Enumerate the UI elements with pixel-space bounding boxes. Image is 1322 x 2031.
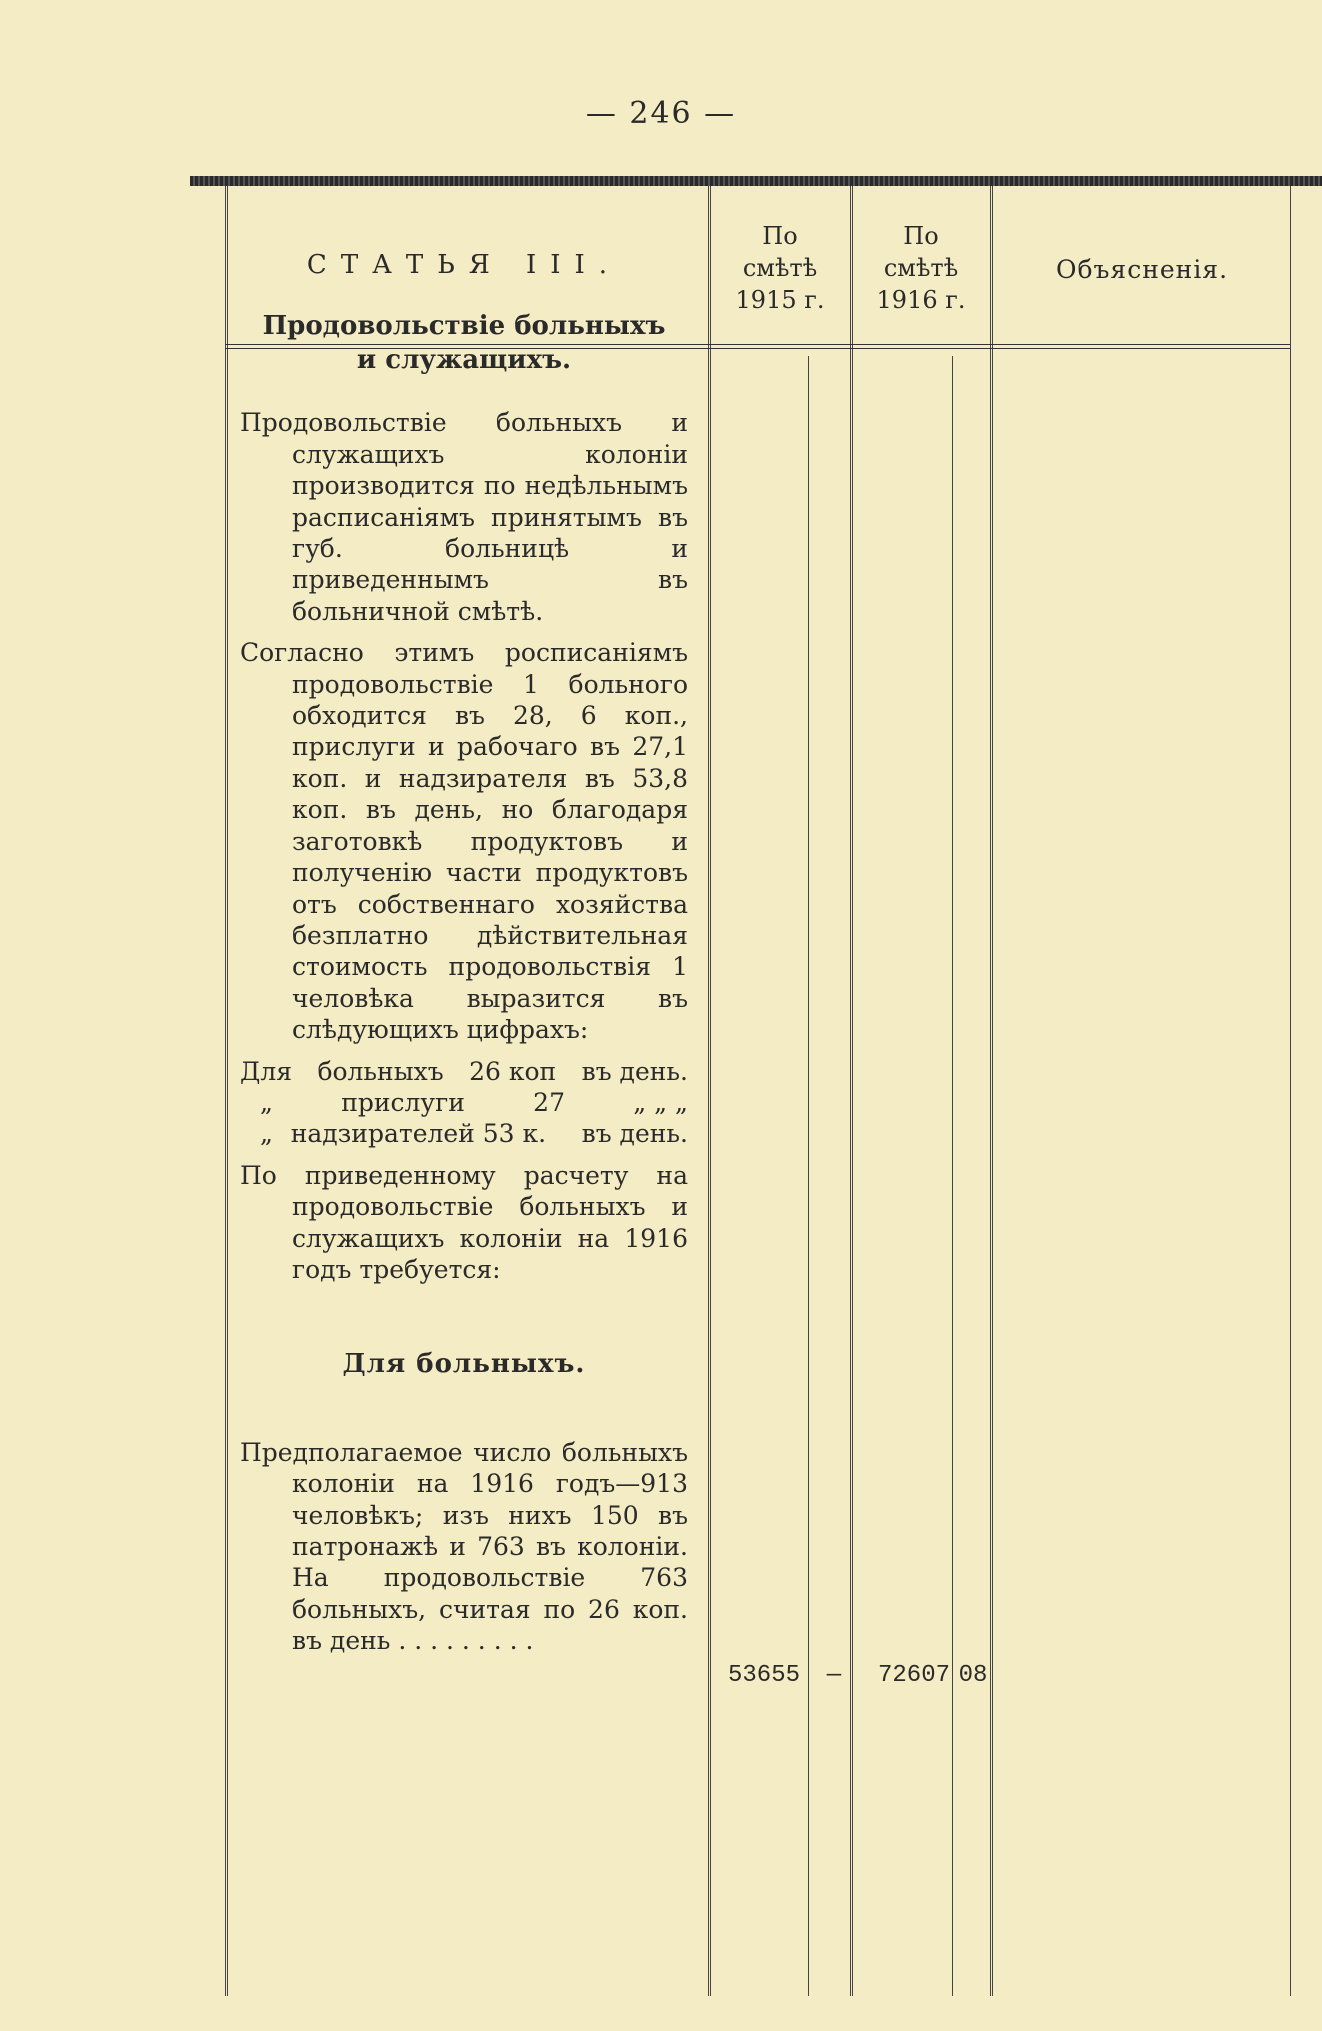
paragraph-4: Предполагаемое число больныхъ колоніи на 1916 годъ—913 человѣкъ; изъ нихъ 150 въ патронажѣ и 763 въ колоніи. На продовольствіе 763 больныхъ, считая по 26 коп. въ день . . . . . . . . .: [240, 1437, 688, 1656]
page-number: — 246 —: [585, 96, 737, 131]
rations-list: [240, 1056, 688, 1150]
ration-row: „ надзирателей 53 к. въ день.: [260, 1119, 688, 1149]
amount-1915-kop: —: [826, 1662, 842, 1689]
header-1915: По смѣтѣ 1915 г.: [735, 222, 825, 314]
article-heading: СТАТЬЯ III.: [306, 250, 622, 280]
header-explanations: Объясненія.: [1055, 255, 1229, 284]
column-divider-1915: [708, 186, 711, 1996]
column-divider-1916: [850, 186, 853, 1996]
top-rule: [190, 176, 1322, 186]
kop-divider-1915: [808, 356, 809, 1996]
subheading-patients: Для больныхъ.: [342, 1349, 586, 1380]
header-1916: По смѣтѣ 1916 г.: [876, 222, 966, 314]
amount-1915-rub: 53655: [727, 1662, 800, 1689]
ration-row: „ прислуги 27 „ „ „: [260, 1087, 688, 1117]
paragraph-2: Согласно этимъ росписаніямъ продовольствіе 1 больного обходится въ 28, 6 коп., прислуги и рабочаго въ 27,1 коп. и надзирателя въ 53,8 коп. въ день, но благодаря заготовкѣ продуктовъ и полученію части продуктовъ отъ собственнаго хозяйства безплатно дѣйствительная стоимость продовольствія 1 человѣка выразится въ слѣдующихъ цифрахъ:: [240, 638, 688, 1045]
article-title-line2: и служащихъ.: [356, 345, 572, 376]
paragraph-1: Продовольствіе больныхъ и служащихъ колоніи производится по недѣльнымъ расписаніямъ принятымъ въ губ. больницѣ и приведеннымъ въ больничной смѣтѣ.: [240, 408, 688, 626]
article-text: [240, 250, 688, 1657]
column-divider-explanations: [990, 186, 993, 1996]
paragraph-3: По приведенному расчету на продовольствіе больныхъ и служащихъ колоніи на 1916 годъ требуется:: [240, 1160, 688, 1284]
amount-1916-kop: 08: [958, 1662, 988, 1689]
article-title-line1: Продовольствіе больныхъ: [262, 311, 666, 342]
kop-divider-1916: [952, 356, 953, 1996]
amount-1916-rub: 72607: [877, 1662, 950, 1689]
right-border: [1290, 186, 1291, 1996]
left-border: [225, 186, 228, 1996]
ration-row: Для больныхъ 26 коп въ день.: [240, 1056, 688, 1086]
